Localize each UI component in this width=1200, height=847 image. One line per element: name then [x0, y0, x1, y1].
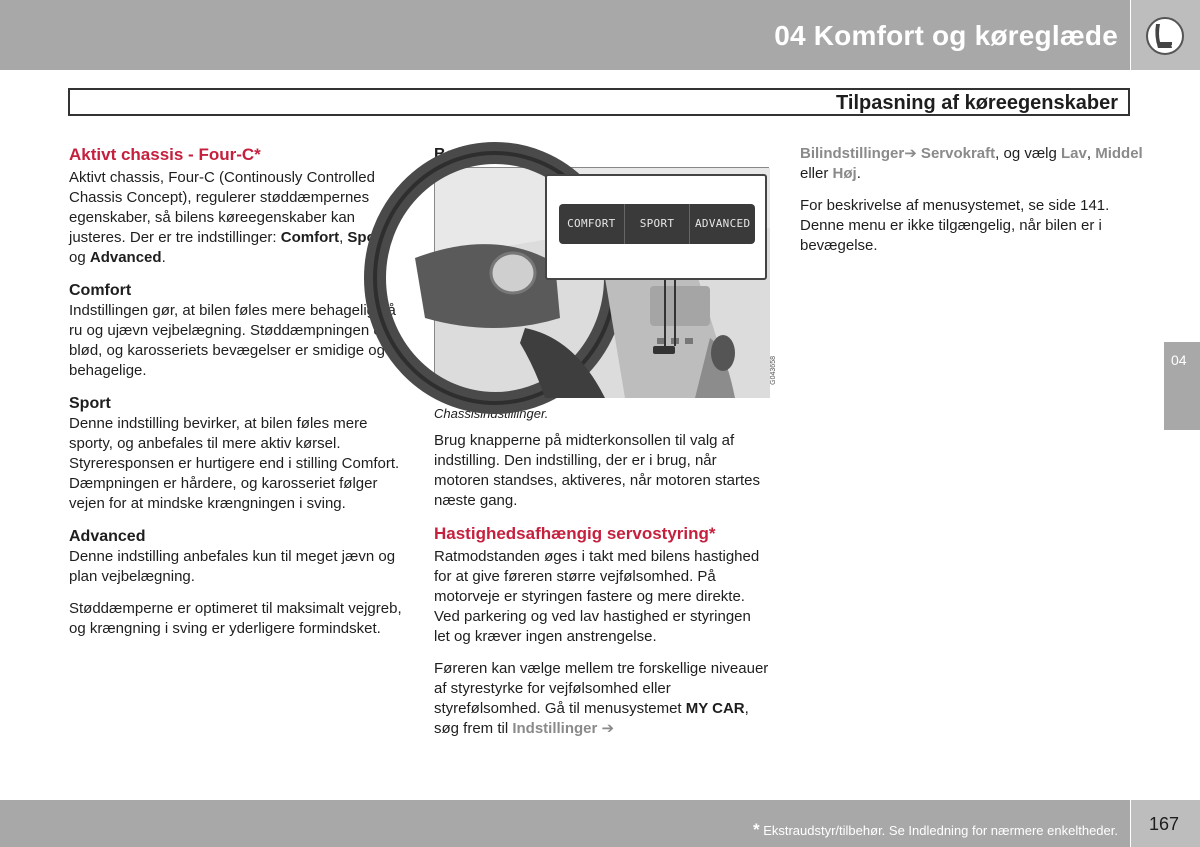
- seat-icon: [1143, 16, 1187, 56]
- chassis-button-strip: [559, 204, 755, 244]
- intro-og: og: [69, 249, 90, 266]
- column-3: [800, 144, 1145, 268]
- chassis-figure: [434, 167, 777, 397]
- intro-advanced: Advanced: [89, 249, 162, 266]
- column-2: [434, 144, 777, 751]
- intro-sport: Sport: [347, 229, 387, 246]
- my-car-label: MY CAR: [685, 700, 745, 717]
- figure-code: G043658: [770, 356, 777, 385]
- menu-description: For beskrivelse af menusystemet, se side 141. Denne menu er ikke tilgængelig, når bilen er i bevægelse.: [800, 197, 1110, 254]
- intro-end: .: [161, 249, 166, 266]
- advanced-text-1: Denne indstilling anbefales kun til meget jævn og plan vejbelægning.: [69, 548, 396, 585]
- page-number: 167: [1149, 814, 1180, 834]
- side-tab-label: 04: [1171, 352, 1187, 368]
- footnote-text: Ekstraudstyr/tilbehør. Se Indledning for nærmere enkeltheder.: [759, 823, 1118, 838]
- option-middel: Middel: [1095, 145, 1143, 162]
- menu-indstillinger: Indstillinger: [512, 720, 598, 737]
- advanced-heading: Advanced: [69, 528, 146, 545]
- eller-text: eller: [800, 165, 833, 182]
- choose-text: , og vælg: [995, 145, 1062, 162]
- button-callout: [545, 174, 767, 280]
- servo-text-2b: , søg frem til: [434, 700, 749, 737]
- betjening-text: Brug knapperne på midterkonsollen til valg af indstilling. Den indstilling, der er i brug, når motoren standses, aktiveres, når motoren startes næste gang.: [434, 432, 760, 509]
- betjening-heading: Betjening: [434, 146, 507, 163]
- footnote-star: *: [752, 820, 760, 839]
- arrow-right-icon: ➔: [601, 720, 615, 737]
- four-c-intro: [69, 168, 404, 268]
- menu-bilindstillinger: Bilindstillinger: [800, 145, 905, 162]
- sport-heading: Sport: [69, 395, 111, 412]
- four-c-heading: Aktivt chassis - Four-C*: [69, 145, 261, 164]
- advanced-mode-button[interactable]: ADVANCED: [694, 217, 751, 230]
- menu-servokraft: Servokraft: [916, 145, 996, 162]
- comfort-text: Indstillingen gør, at bilen føles mere behagelig på ru og ujævn vejbelægning. Støddæmpningen er blød, og karosseriets bevægelser er smidige og behagelige.: [69, 302, 396, 379]
- section-title-box: [68, 88, 1130, 116]
- option-lav: Lav: [1061, 145, 1087, 162]
- chapter-icon-box: [1131, 0, 1200, 70]
- intro-comfort: Comfort: [280, 229, 340, 246]
- menu-path-end: .: [856, 165, 861, 182]
- sport-text: Denne indstilling bevirker, at bilen føles mere sporty, og anbefales til mere aktiv kørsel. Styreresponsen er hurtigere end i stilling Comfort. Dæmpningen er hårdere, og karosseriet følger vejen for at mindske krængningen i sving.: [69, 415, 400, 512]
- figure-caption: Chassisindstillinger.: [434, 406, 549, 421]
- intro-text: Aktivt chassis, Four-C (Continously Controlled Chassis Concept), regulerer støddæmpernes egenskaber, så bilens køreegenskaber kan justeres. Der er tre indstillinger:: [69, 169, 375, 246]
- footnote: [753, 820, 1118, 840]
- chapter-side-tab[interactable]: [1164, 342, 1200, 430]
- arrow-right-icon: ➔: [904, 145, 917, 162]
- servo-text-1: Ratmodstanden øges i takt med bilens hastighed for at give føreren større vejfølsomhed. På motorveje er styringen fastere og mere direkte. Ved parkering og ved lav hastighed er styringen let og kræver ingen anstrengelse.: [434, 548, 760, 645]
- sport-mode-button[interactable]: SPORT: [625, 204, 691, 244]
- column-1: [69, 144, 404, 651]
- page-number-box: [1131, 800, 1200, 847]
- comfort-mode-button[interactable]: COMFORT: [559, 204, 625, 244]
- intro-sep: ,: [339, 229, 344, 246]
- option-hoj: Høj: [832, 165, 857, 182]
- option-sep: ,: [1086, 145, 1092, 162]
- servo-text-2: [434, 659, 769, 739]
- servo-text-2a: Føreren kan vælge mellem tre forskellige niveauer af styrestyrke for vejfølsomhed eller styrefølsomhed. Gå til menusystemet: [434, 660, 769, 717]
- comfort-heading: Comfort: [69, 282, 132, 299]
- menu-path-text: [800, 144, 1145, 184]
- section-title: Tilpasning af køreegenskaber: [836, 92, 1118, 114]
- servo-heading: Hastighedsafhængig servostyring*: [434, 524, 716, 543]
- advanced-text-2: Støddæmperne er optimeret til maksimalt vejgreb, og krængning i sving er yderligere formindsket.: [69, 600, 402, 637]
- chapter-title: 04 Komfort og køreglæde: [774, 20, 1118, 51]
